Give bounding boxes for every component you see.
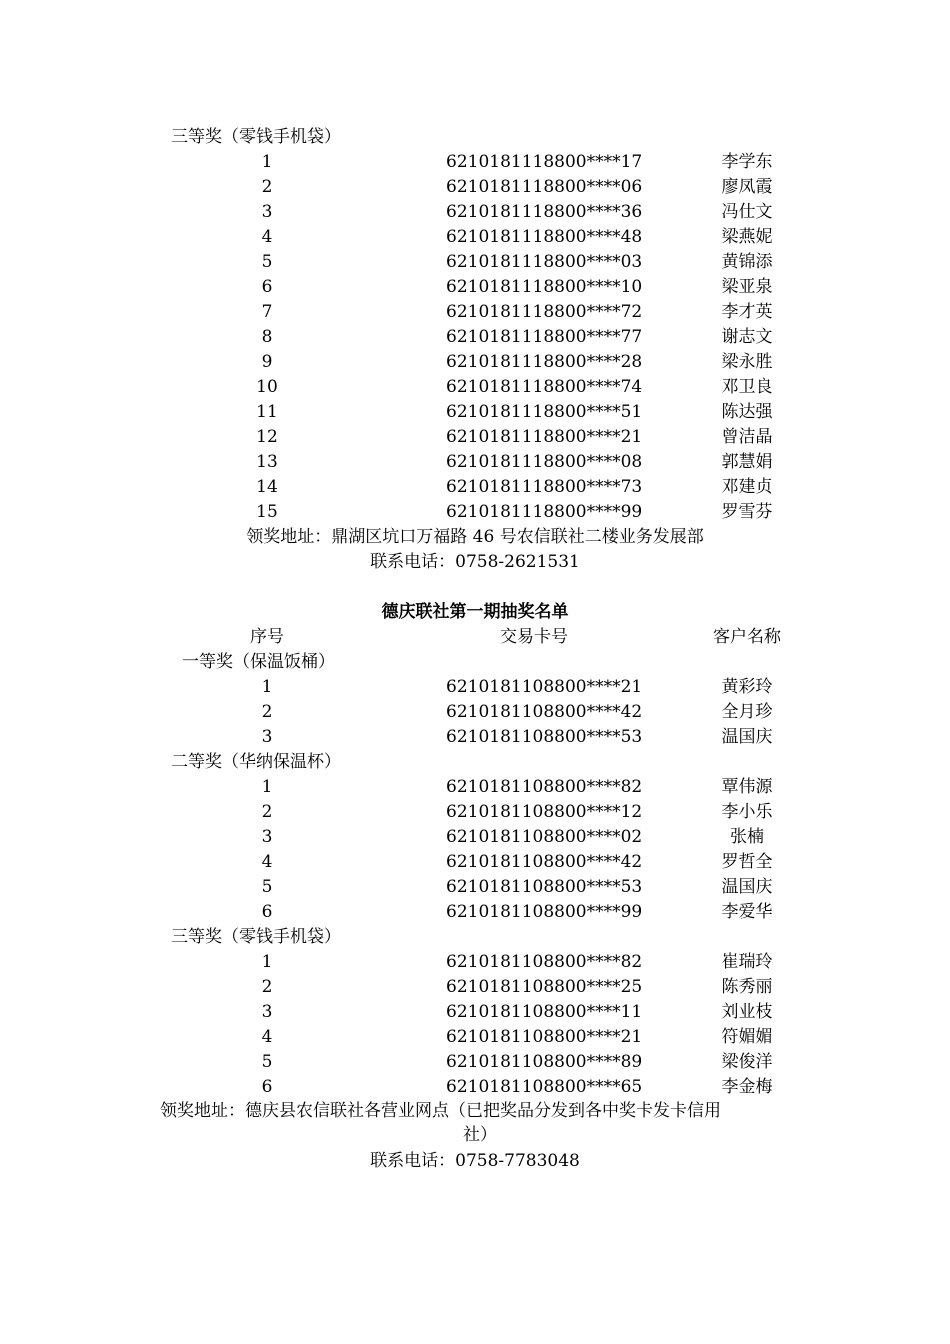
card-number: 6210181108800****02 <box>446 827 643 847</box>
row-number: 4 <box>261 852 273 872</box>
customer-name: 梁燕妮 <box>721 227 773 247</box>
customer-name: 李学东 <box>721 152 773 172</box>
row-number: 10 <box>256 377 278 397</box>
customer-name: 廖凤霞 <box>721 177 773 197</box>
phone-text: 联系电话：0758-2621531 <box>370 552 580 572</box>
card-number: 6210181118800****51 <box>446 402 643 422</box>
table-row <box>0 700 950 725</box>
row-number: 1 <box>261 677 273 697</box>
customer-name: 陈达强 <box>721 402 773 422</box>
row-number: 12 <box>256 427 278 447</box>
row-number: 6 <box>261 902 273 922</box>
card-number: 6210181108800****42 <box>446 702 643 722</box>
customer-name: 温国庆 <box>721 727 773 747</box>
card-number: 6210181118800****17 <box>446 152 643 172</box>
card-number: 6210181118800****74 <box>446 377 643 397</box>
table-row <box>0 300 950 325</box>
row-number: 6 <box>261 277 273 297</box>
customer-name: 李金梅 <box>721 1077 773 1097</box>
table-row <box>0 400 950 425</box>
row-number: 13 <box>256 452 278 472</box>
row-number: 2 <box>261 802 273 822</box>
row-number: 1 <box>261 952 273 972</box>
table-row <box>0 250 950 275</box>
customer-name: 崔瑞玲 <box>721 952 773 972</box>
card-number: 6210181118800****77 <box>446 327 643 347</box>
table-row <box>0 1050 950 1075</box>
customer-name: 梁亚泉 <box>721 277 773 297</box>
row-number: 4 <box>261 227 273 247</box>
category-label: 二等奖（华纳保温杯） <box>171 752 341 772</box>
table-row <box>0 975 950 1000</box>
customer-name: 罗哲全 <box>721 852 773 872</box>
address-text: 领奖地址：鼎湖区坑口万福路 46 号农信联社二楼业务发展部 <box>246 527 704 547</box>
card-number: 6210181118800****10 <box>446 277 643 297</box>
table-row <box>0 150 950 175</box>
customer-name: 谢志文 <box>721 327 773 347</box>
customer-name: 李爱华 <box>721 902 773 922</box>
table-row <box>0 325 950 350</box>
card-number: 6210181118800****73 <box>446 477 643 497</box>
card-number: 6210181108800****21 <box>446 677 643 697</box>
card-number: 6210181108800****21 <box>446 1027 643 1047</box>
card-number: 6210181108800****82 <box>446 777 643 797</box>
row-number: 5 <box>261 877 273 897</box>
row-number: 9 <box>261 352 273 372</box>
card-number: 6210181118800****36 <box>446 202 643 222</box>
table-row <box>0 1000 950 1025</box>
row-number: 1 <box>261 152 273 172</box>
table-row <box>0 825 950 850</box>
customer-name: 温国庆 <box>721 877 773 897</box>
row-number: 7 <box>261 302 273 322</box>
card-number: 6210181118800****28 <box>446 352 643 372</box>
table-row <box>0 775 950 800</box>
customer-name: 郭慧娟 <box>721 452 773 472</box>
row-number: 5 <box>261 252 273 272</box>
card-number: 6210181108800****99 <box>446 902 643 922</box>
row-number: 3 <box>261 827 273 847</box>
row-number: 14 <box>256 477 278 497</box>
card-number: 6210181118800****21 <box>446 427 643 447</box>
phone-text-2: 联系电话：0758-7783048 <box>370 1151 580 1171</box>
row-number: 11 <box>256 402 278 422</box>
customer-name: 符媚媚 <box>721 1027 773 1047</box>
prize-category-heading <box>0 125 950 150</box>
table-row <box>0 875 950 900</box>
section-title <box>0 600 950 625</box>
prize-category-heading <box>0 750 950 775</box>
card-number: 6210181108800****42 <box>446 852 643 872</box>
card-number: 6210181118800****72 <box>446 302 643 322</box>
card-number: 6210181108800****82 <box>446 952 643 972</box>
card-number: 6210181108800****12 <box>446 802 643 822</box>
customer-name: 黄锦添 <box>721 252 773 272</box>
contact-phone-2 <box>0 1149 950 1174</box>
prize-category-heading <box>0 650 950 675</box>
card-number: 6210181118800****03 <box>446 252 643 272</box>
card-number: 6210181108800****53 <box>446 727 643 747</box>
card-number: 6210181108800****89 <box>446 1052 643 1072</box>
customer-name: 张楠 <box>730 827 764 847</box>
row-number: 1 <box>261 777 273 797</box>
address-block <box>160 1099 800 1147</box>
customer-name: 黄彩玲 <box>721 677 773 697</box>
table-row <box>0 950 950 975</box>
table-row <box>0 1025 950 1050</box>
address-line-2: 社） <box>463 1125 497 1145</box>
row-number: 3 <box>261 202 273 222</box>
table-row <box>0 225 950 250</box>
prize-category-heading <box>0 925 950 950</box>
title-text: 德庆联社第一期抽奖名单 <box>381 602 569 622</box>
card-number: 6210181108800****25 <box>446 977 643 997</box>
address-line-1: 领奖地址：德庆县农信联社各营业网点（已把奖品分发到各中奖卡发卡信用 <box>160 1101 721 1121</box>
row-number: 3 <box>261 1002 273 1022</box>
customer-name: 刘业枝 <box>721 1002 773 1022</box>
card-number: 6210181118800****08 <box>446 452 643 472</box>
customer-name: 陈秀丽 <box>721 977 773 997</box>
table-row <box>0 850 950 875</box>
table-row <box>0 200 950 225</box>
customer-name: 李小乐 <box>721 802 773 822</box>
row-number: 3 <box>261 727 273 747</box>
card-number: 6210181108800****65 <box>446 1077 643 1097</box>
table-row <box>0 500 950 525</box>
table-row <box>0 800 950 825</box>
customer-name: 邓卫良 <box>721 377 773 397</box>
customer-name: 曾洁晶 <box>721 427 773 447</box>
table-row <box>0 425 950 450</box>
table-row <box>0 900 950 925</box>
table-row <box>0 375 950 400</box>
row-number: 2 <box>261 977 273 997</box>
table-row <box>0 350 950 375</box>
customer-name: 覃伟源 <box>721 777 773 797</box>
card-number: 6210181118800****06 <box>446 177 643 197</box>
header-name: 客户名称 <box>713 627 781 647</box>
customer-name: 李才英 <box>721 302 773 322</box>
card-number: 6210181118800****48 <box>446 227 643 247</box>
customer-name: 罗雪芬 <box>721 502 773 522</box>
header-no: 序号 <box>250 627 284 647</box>
header-card: 交易卡号 <box>500 627 568 647</box>
row-number: 2 <box>261 177 273 197</box>
table-row <box>0 1075 950 1100</box>
row-number: 4 <box>261 1027 273 1047</box>
table-row <box>0 475 950 500</box>
customer-name: 全月珍 <box>721 702 773 722</box>
contact-phone <box>0 550 950 575</box>
category-label: 一等奖（保温饭桶） <box>182 652 335 672</box>
card-number: 6210181108800****11 <box>446 1002 643 1022</box>
table-row <box>0 450 950 475</box>
table-row <box>0 175 950 200</box>
category-label: 三等奖（零钱手机袋） <box>171 927 341 947</box>
row-number: 2 <box>261 702 273 722</box>
claim-address <box>0 525 950 550</box>
customer-name: 梁俊洋 <box>721 1052 773 1072</box>
customer-name: 冯仕文 <box>721 202 773 222</box>
row-number: 6 <box>261 1077 273 1097</box>
table-header <box>0 625 950 650</box>
row-number: 8 <box>261 327 273 347</box>
row-number: 15 <box>256 502 278 522</box>
category-label: 三等奖（零钱手机袋） <box>171 127 341 147</box>
card-number: 6210181118800****99 <box>446 502 643 522</box>
table-row <box>0 725 950 750</box>
table-row <box>0 275 950 300</box>
table-row <box>0 675 950 700</box>
customer-name: 邓建贞 <box>721 477 773 497</box>
card-number: 6210181108800****53 <box>446 877 643 897</box>
row-number: 5 <box>261 1052 273 1072</box>
customer-name: 梁永胜 <box>721 352 773 372</box>
